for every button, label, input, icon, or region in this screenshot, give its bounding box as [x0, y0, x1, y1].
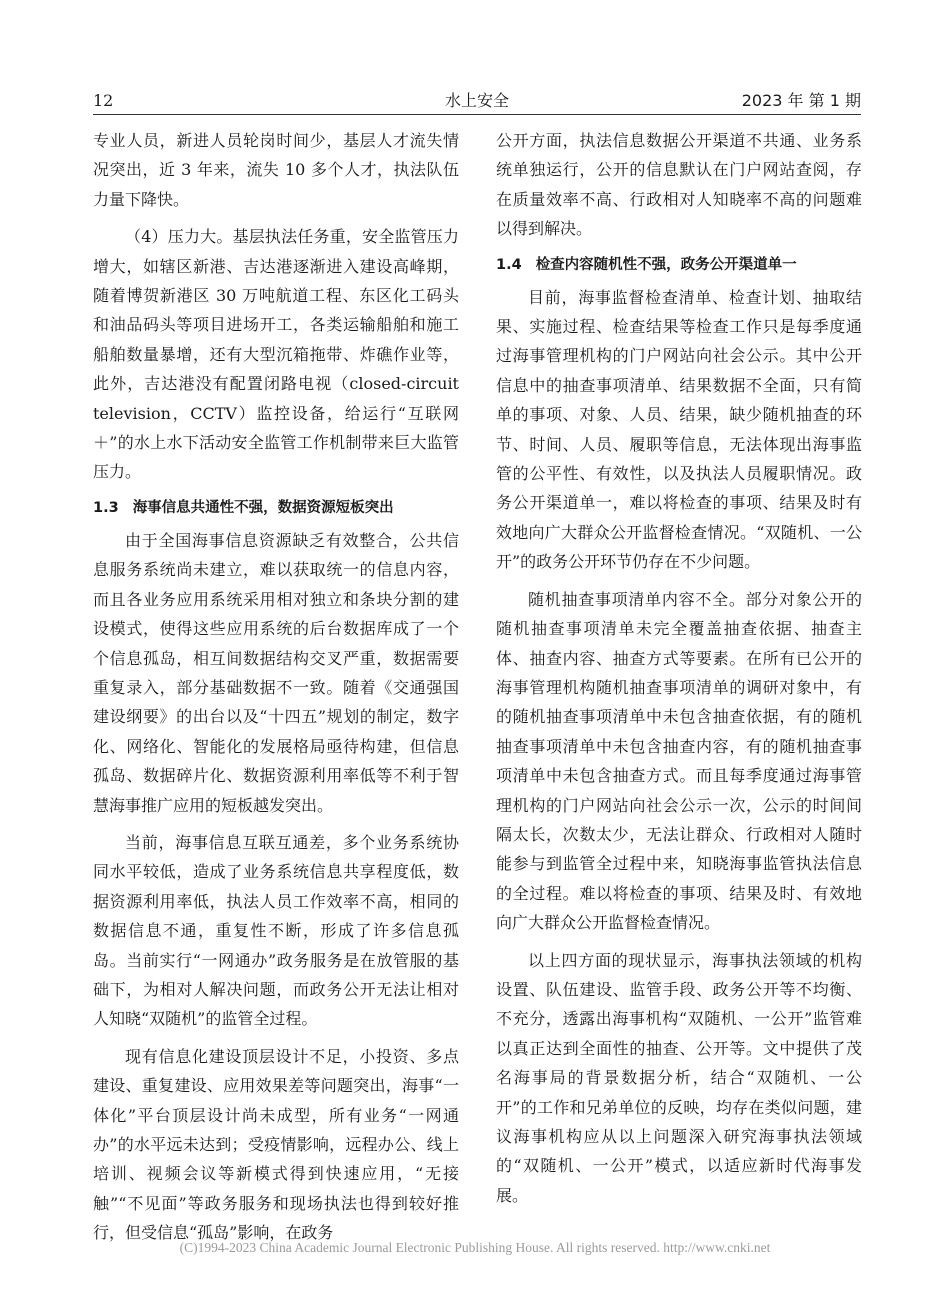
left-column	[93, 126, 459, 1256]
paragraph: 公开方面，执法信息数据公开渠道不共通、业务系统单独运行，公开的信息默认在门户网站查阅，存在质量效率不高、行政相对人知晓率不高的问题难以得到解决。	[496, 131, 862, 239]
running-header	[93, 88, 861, 114]
page-number: 12	[93, 91, 114, 110]
section-number: 1.4	[496, 256, 522, 273]
header-divider	[93, 114, 861, 115]
paragraph: 以上四方面的现状显示，海事执法领域的机构设置、队伍建设、监管手段、政务公开等不均衡、不充分，透露出海事机构“双随机、一公开”监管难以真正达到全面性的抽查、公开等。文中提供了茂名海事局的背景数据分析，结合“双随机、一公开”的工作和兄弟单位的反映，均存在类似问题，建议海事机构应从以上问题深入研究海事执法领域的“双随机、一公开”模式，以适应新时代海事发展。	[496, 950, 862, 1205]
copyright-footer: (C)1994-2023 China Academic Journal Electronic Publishing House. All rights reserved. http://www.cnki.net	[179, 1240, 771, 1255]
section-number: 1.3	[93, 499, 119, 516]
issue-label: 2023 年 第 1 期	[741, 91, 861, 110]
paragraph: 专业人员，新进人员轮岗时间少，基层人才流失情况突出，近 3 年来，流失 10 多个人才，执法队伍力量下降快。	[93, 131, 459, 209]
paragraph: 随机抽查事项清单内容不全。部分对象公开的随机抽查事项清单未完全覆盖抽查依据、抽查主体、抽查内容、抽查方式等要素。在所有已公开的海事管理机构随机抽查事项清单的调研对象中，有的随机抽查事项清单中未包含抽查依据，有的随机抽查事项清单中未包含抽查内容，有的随机抽查事项清单中未包含抽查方式。而且每季度通过海事管理机构的门户网站向社会公示一次，公示的时间间隔太长，次数太少，无法让群众、行政相对人随时能参与到监管全过程中来，知晓海事监管执法信息的全过程。难以将检查的事项、结果及时、有效地向广大群众公开监督检查情况。	[496, 589, 862, 933]
paragraph: 现有信息化建设顶层设计不足，小投资、多点建设、重复建设、应用效果差等问题突出，海事“一体化”平台顶层设计尚未成型，所有业务“一网通办”的水平远未达到；受疫情影响，远程办公、线上培训、视频会议等新模式得到快速应用，“无接触”“不见面”等政务服务和现场执法也得到较好推行，但受信息“孤岛”影响，在政务	[93, 1046, 459, 1243]
paragraph: 当前，海事信息互联互通差，多个业务系统协同水平较低，造成了业务系统信息共享程度低，数据资源利用率低，执法人员工作效率不高，相同的数据信息不通，重复性不断，形成了许多信息孤岛。当前实行“一网通办”政务服务是在放管服的基础下，为相对人解决问题，而政务公开无法让相对人知晓“双随机”的监管全过程。	[93, 832, 459, 1029]
section-title: 检查内容随机性不强，政务公开渠道单一	[535, 256, 797, 273]
section-heading-1-4	[496, 252, 862, 279]
section-title: 海事信息共通性不强，数据资源短板突出	[132, 499, 394, 516]
section-heading-1-3	[93, 495, 459, 522]
paragraph: （4）压力大。基层执法任务重，安全监管压力增大，如辖区新港、吉达港逐渐进入建设高峰期，随着博贺新港区 30 万吨航道工程、东区化工码头和油品码头等项目进场开工，各类运输船舶和施工船舶数量暴增，还有大型沉箱拖带、炸礁作业等，此外，吉达港没有配置闭路电视（closed-circuit television，CCTV）监控设备，给运行“互联网＋”的水上水下活动安全监管工作机制带来巨大监管压力。	[93, 227, 459, 482]
journal-title: 水上安全	[444, 91, 509, 110]
right-column	[496, 126, 862, 1218]
paragraph: 由于全国海事信息资源缺乏有效整合，公共信息服务系统尚未建立，难以获取统一的信息内容，而且各业务应用系统采用相对独立和条块分割的建设模式，使得这些应用系统的后台数据库成了一个个信息孤岛，相互间数据结构交叉严重，数据需要重复录入，部分基础数据不一致。随着《交通强国建设纲要》的出台以及“十四五”规划的制定，数字化、网络化、智能化的发展格局亟待构建，但信息孤岛、数据碎片化、数据资源利用率低等不利于智慧海事推广应用的短板越发突出。	[93, 530, 459, 815]
paragraph: 目前，海事监督检查清单、检查计划、抽取结果、实施过程、检查结果等检查工作只是每季度通过海事管理机构的门户网站向社会公示。其中公开信息中的抽查事项清单、结果数据不全面，只有简单的事项、对象、人员、结果，缺少随机抽查的环节、时间、人员、履职等信息，无法体现出海事监管的公平性、有效性，以及执法人员履职情况。政务公开渠道单一，难以将检查的事项、结果及时有效地向广大群众公开监督检查情况。“双随机、一公开”的政务公开环节仍存在不少问题。	[496, 287, 862, 572]
